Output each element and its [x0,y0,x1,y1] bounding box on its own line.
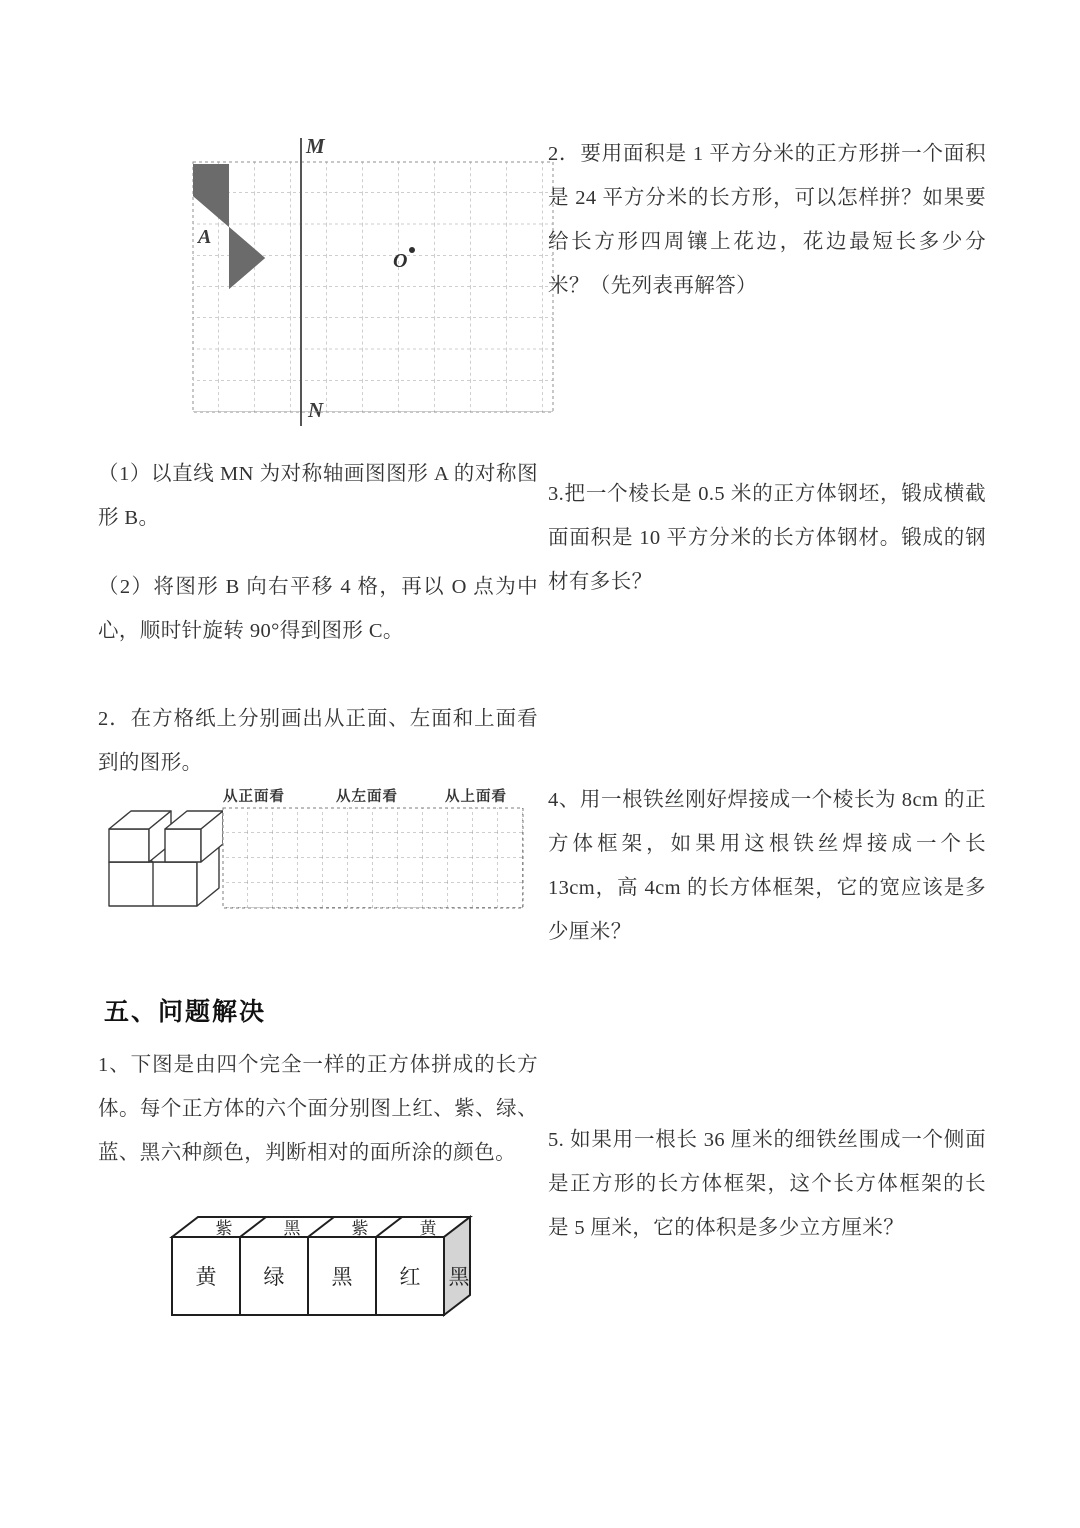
figure-mn-grid [146,130,566,430]
question-4-right: 4、用一根铁丝刚好焊接成一个棱长为 8cm 的正方体框架，如果用这根铁丝焊接成一个长 13cm，高 4cm 的长方体框架，它的宽应该是多少厘米？ [548,789,986,943]
view-label-front: 从正面看 [223,789,285,805]
figure-color-cuboid [158,1215,558,1335]
box-right-face: 黑 [448,1265,470,1289]
box-top-face-2: 黑 [283,1219,301,1238]
question-5-right: 5. 如果用一根长 36 厘米的细铁丝围成一个侧面是正方形的长方体框架，这个长方体框架的长是 5 厘米，它的体积是多少立方厘米？ [548,1129,986,1239]
figure-three-views [103,785,623,935]
section-heading-five: 五、问题解决 [104,999,267,1026]
cube-stack-figure [105,807,223,917]
left-column [98,0,550,1528]
question-2-right: 2．要用面积是 1 平方分米的正方形拼一个面积是 24 平方分米的长方形，可以怎样拼？如果要给长方形四周镶上花边，花边最短长多少分米？（先列表再解答） [548,143,986,297]
mn-grid-svg [146,130,566,430]
box-top-face-4: 黄 [419,1219,437,1238]
three-view-answer-grid[interactable] [222,807,524,909]
question-2-left: 2．在方格纸上分别画出从正面、左面和上面看到的图形。 [98,708,538,774]
box-top-face-1: 紫 [215,1219,233,1238]
question-1-part-2: （2）将图形 B 向右平移 4 格，再以 O 点为中心，顺时针旋转 90°得到图形 C。 [98,576,538,642]
label-a: A [198,226,212,248]
box-front-face-1: 黄 [195,1265,217,1289]
view-label-top: 从上面看 [445,789,507,805]
view-label-left: 从左面看 [336,789,398,805]
question-3-right: 3.把一个棱长是 0.5 米的正方体钢坯，锻成横截面面积是 10 平方分米的长方体钢材。锻成的钢材有多长？ [548,483,986,593]
box-front-face-2: 绿 [263,1265,285,1289]
box-top-face-3: 紫 [351,1219,369,1238]
box-front-face-4: 红 [399,1265,421,1289]
question-1-part-1: （1）以直线 MN 为对称轴画图图形 A 的对称图形 B。 [98,463,538,529]
view-label-row [223,785,523,807]
color-cuboid-svg [158,1215,558,1335]
box-front-face-3: 黑 [331,1265,353,1289]
label-m: M [306,134,325,158]
right-column [548,0,988,1528]
label-o: O [393,250,408,272]
question-5-1: 1、下图是由四个完全一样的正方体拼成的长方体。每个正方体的六个面分别图上红、紫、绿、蓝、黑六种颜色，判断相对的面所涂的颜色。 [98,1054,538,1164]
